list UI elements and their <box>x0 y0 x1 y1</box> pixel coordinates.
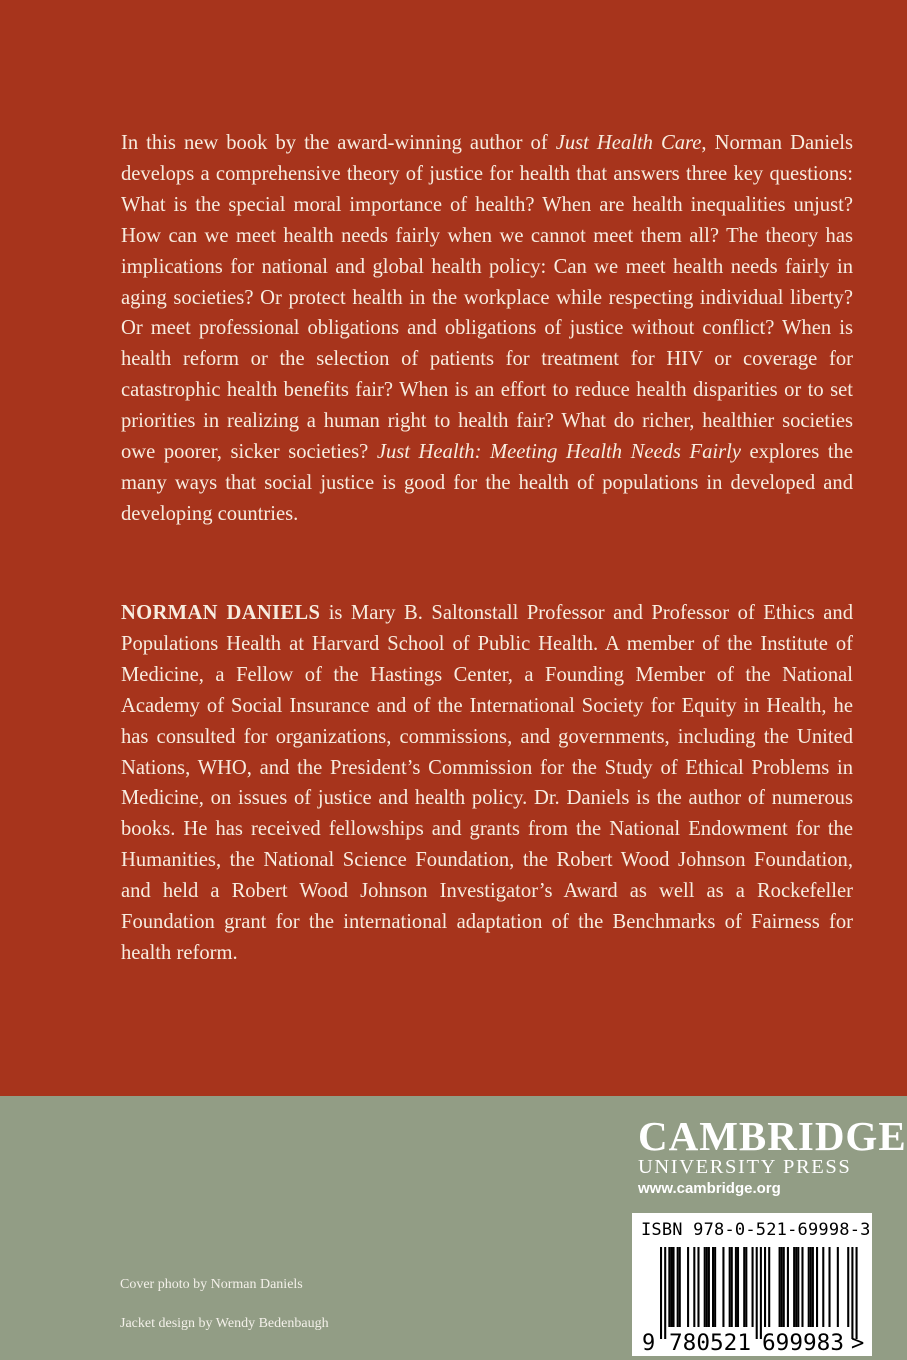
publisher-url: www.cambridge.org <box>638 1180 781 1197</box>
book-description <box>121 128 853 530</box>
description-title-just-health-care: Just Health Care <box>555 132 702 154</box>
barcode-bar <box>722 1247 724 1327</box>
barcode-bar <box>670 1247 672 1327</box>
barcode-bar <box>752 1247 754 1327</box>
barcode-bar <box>760 1247 762 1339</box>
barcode-bar <box>697 1247 699 1327</box>
barcode-end-mark: > <box>851 1331 865 1356</box>
barcode-bar <box>787 1247 789 1327</box>
barcode-bar <box>706 1247 708 1327</box>
barcode-bar <box>708 1247 710 1327</box>
barcode-bar <box>781 1247 783 1327</box>
author-name: NORMAN DANIELS <box>121 602 321 624</box>
barcode-bar <box>729 1247 731 1327</box>
barcode-bar <box>812 1247 814 1327</box>
barcode-bar <box>745 1247 747 1327</box>
description-title-just-health: Just Health: Meeting Health Needs Fairly <box>376 441 741 464</box>
barcode-left-digits: 780521 <box>669 1331 751 1356</box>
author-bio-text: is Mary B. Saltonstall Professor and Professor of Ethics and Populations Health at Harvard School of Public Health. A member of the Institute of Medicine, a Fellow of the Hastings Center, a Founding Member of the National Academy of Social Insurance and of the International Society for Equity in Health, he has consulted for organizations, commissions, and governments, including the United Nations, WHO, and the President’s Commission for the Study of Ethical Problems in Medicine, on issues of justice and health policy. Dr. Daniels is the author of numerous books. He has received fellowships and grants from the National Endowment for the Humanities, the National Science Foundation, the Robert Wood Johnson Foundation, and held a Robert Wood Johnson Investigator’s Award as well as a Rockefeller Foundation grant for the international adaptation of the Benchmarks of Fairness for health reform. <box>121 602 853 964</box>
barcode-bar <box>714 1247 716 1327</box>
barcode-bar <box>822 1247 824 1327</box>
barcode-bar <box>779 1247 781 1327</box>
barcode <box>632 1213 872 1356</box>
barcode-bar <box>783 1247 785 1327</box>
description-text-1: In this new book by the award-winning author of <box>121 132 556 154</box>
publisher-name: CAMBRIDGE <box>638 1113 907 1159</box>
barcode-bar <box>837 1247 839 1327</box>
publisher-logo <box>638 1113 907 1200</box>
barcode-bar <box>797 1247 799 1327</box>
barcode-bar <box>660 1247 662 1339</box>
barcode-bar <box>756 1247 758 1339</box>
description-text-2: , Norman Daniels develops a comprehensive theory of justice for health that answers three key questions: What is the special moral importance of health? When are health inequalities unjust? How can we meet health needs fairly when we cannot meet them all? The theory has implications for national and global health policy: Can we meet health needs fairly in aging societies? Or protect health in the workplace while respecting individual liberty? Or meet professional obligations and obligations of justice without conflict? When is health reform or the selection of patients for treatment for HIV or coverage for catastrophic health benefits fair? When is an effort to reduce health disparities or to set priorities in realizing a human right to health fair? What do richer, healthier societies owe poorer, sicker societies? <box>121 132 853 464</box>
barcode-bar <box>672 1247 674 1327</box>
barcode-bar <box>664 1247 666 1339</box>
description-text-3: explores the many ways that social justice is good for the health of populations in developed and developing countries. <box>121 441 853 525</box>
barcode-box <box>632 1213 872 1356</box>
barcode-bar <box>704 1247 706 1327</box>
cover-photo-credit: Cover photo by Norman Daniels <box>120 1277 303 1292</box>
barcode-bar <box>801 1247 803 1327</box>
barcode-bar <box>816 1247 818 1327</box>
barcode-bar <box>737 1247 739 1327</box>
barcode-bar <box>735 1247 737 1327</box>
publisher-subtitle: UNIVERSITY PRESS <box>638 1156 852 1178</box>
barcode-bar <box>687 1247 689 1327</box>
barcode-first-digit: 9 <box>642 1331 656 1356</box>
barcode-bar <box>679 1247 681 1327</box>
barcode-bar <box>668 1247 670 1327</box>
barcode-right-digits: 699983 <box>762 1331 844 1356</box>
barcode-bar <box>693 1247 695 1327</box>
barcode-bar <box>764 1247 766 1327</box>
barcode-bars <box>660 1247 858 1339</box>
barcode-bar <box>828 1247 830 1327</box>
barcode-bar <box>851 1247 853 1339</box>
barcode-bar <box>856 1247 858 1339</box>
jacket-design-credit: Jacket design by Wendy Bedenbaugh <box>120 1316 329 1331</box>
author-bio <box>121 598 853 969</box>
barcode-bar <box>743 1247 745 1327</box>
barcode-bar <box>808 1247 810 1327</box>
isbn-label: ISBN 978-0-521-69998-3 <box>641 1220 871 1240</box>
barcode-bar <box>810 1247 812 1327</box>
barcode-bar <box>768 1247 770 1327</box>
barcode-bar <box>731 1247 733 1327</box>
barcode-bar <box>847 1247 849 1327</box>
barcode-bar <box>712 1247 714 1327</box>
barcode-bar <box>677 1247 679 1327</box>
barcode-bar <box>795 1247 797 1327</box>
barcode-bar <box>793 1247 795 1327</box>
